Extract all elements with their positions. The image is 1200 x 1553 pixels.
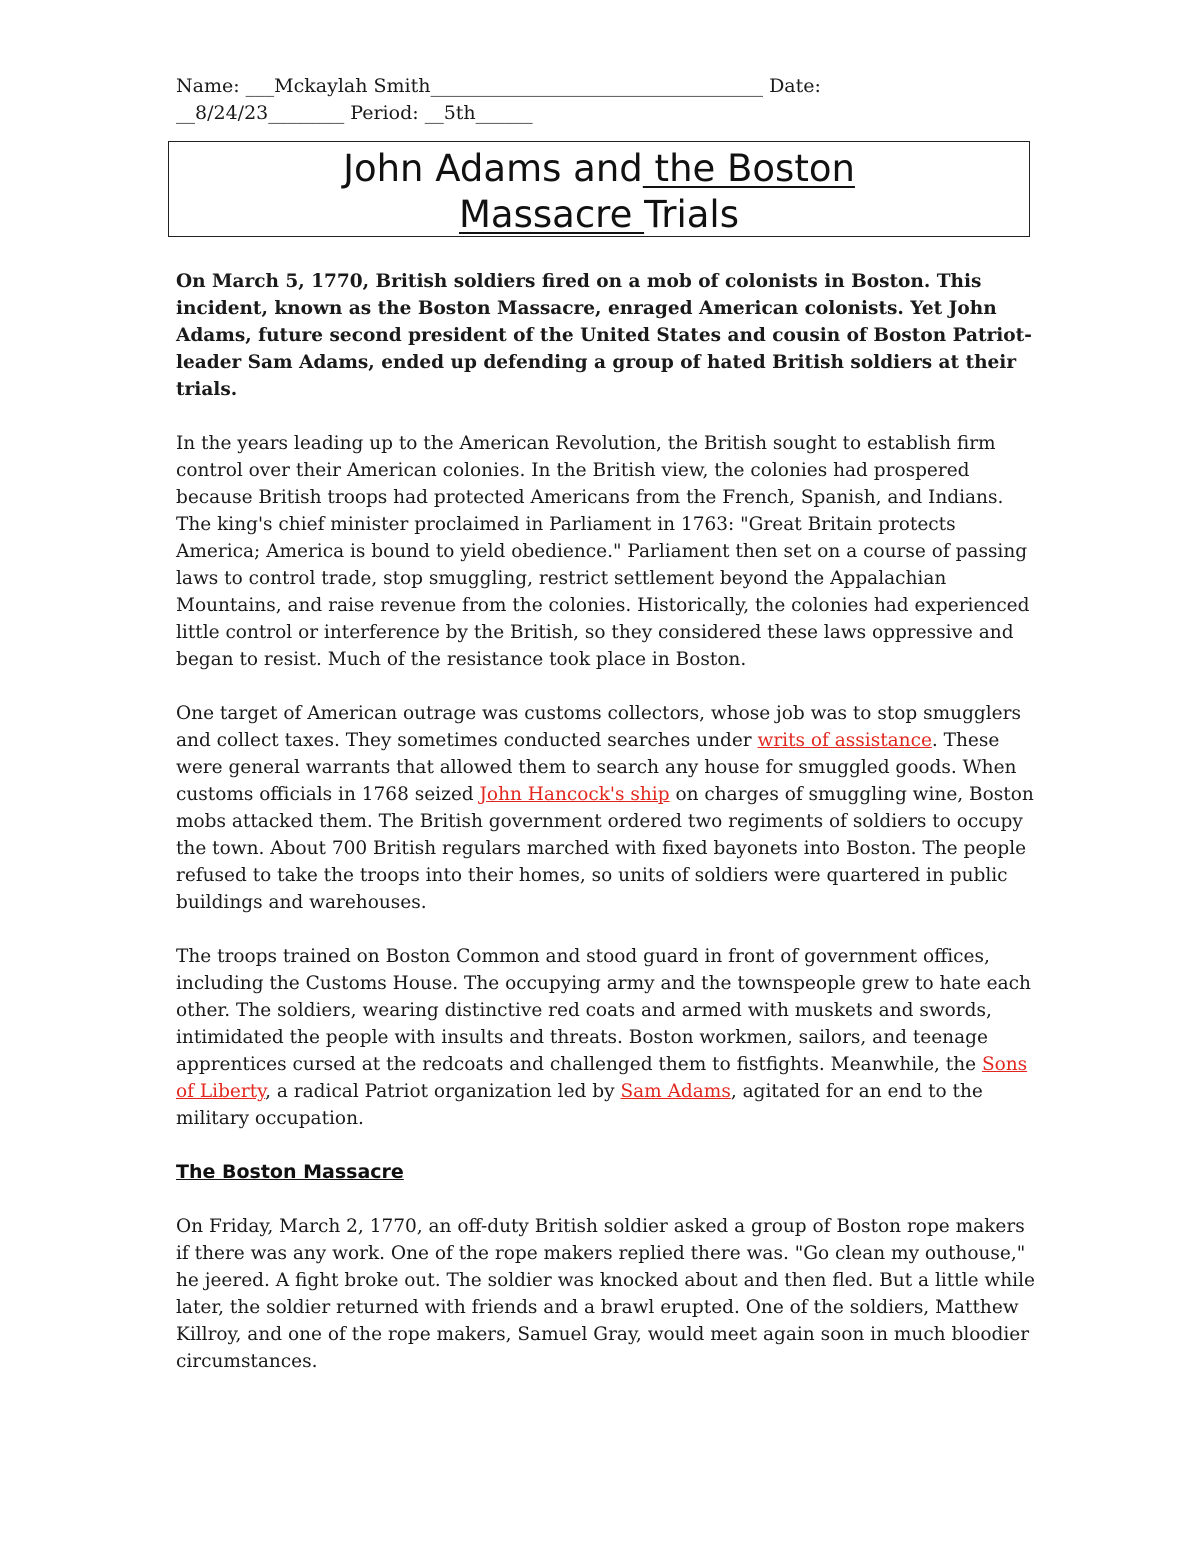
name-value: ___Mckaylah Smith___________________________________	[245, 75, 764, 97]
section-heading-boston-massacre: The Boston Massacre	[176, 1161, 404, 1183]
title-part-3: Massacre	[459, 193, 645, 236]
paragraph-3	[176, 943, 1036, 1132]
date-label: Date:	[769, 75, 821, 97]
date-value: __8/24/23________	[176, 102, 345, 124]
paragraph-4: On Friday, March 2, 1770, an off-duty British soldier asked a group of Boston rope makers if there was any work. One of the rope makers replied there was. "Go clean my outhouse," he jeered. A fight broke out. The soldier was knocked about and then fled. But a little while later, the soldier returned with friends and a brawl erupted. One of the soldiers, Matthew Killroy, and one of the rope makers, Samuel Gray, would meet again soon in much bloodier circumstances.	[176, 1216, 1035, 1372]
title-part-1: John Adams and	[343, 147, 643, 190]
header-date-period-line	[176, 100, 533, 126]
paragraph-3-text-a: The troops trained on Boston Common and stood guard in front of government offices, including the Customs House. The occupying army and the townspeople grew to hate each other. The soldiers, wearing distinctive red coats and armed with muskets and swords, intimidated the people with insults and threats. Boston workmen, sailors, and teenage apprentices cursed at the redcoats and challenged them to fistfights. Meanwhile, the	[176, 946, 1031, 1075]
document-body	[176, 268, 1036, 1402]
paragraph-2-text-c: on charges of smuggling wine, Boston mobs attacked them. The British government ordered two regiments of soldiers to occupy the town. About 700 British regulars marched with fixed bayonets into Boston. The people refused to take the troops into their homes, so units of soldiers were quartered in public buildings and warehouses.	[176, 784, 1034, 913]
period-value: __5th______	[424, 102, 533, 124]
intro-paragraph: On March 5, 1770, British soldiers fired on a mob of colonists in Boston. This incident, known as the Boston Massacre, enraged American colonists. Yet John Adams, future second president of the United States and cousin of Boston Patriot-leader Sam Adams, ended up defending a group of hated British soldiers at their trials.	[176, 271, 1032, 400]
page-title	[169, 146, 1029, 238]
name-label: Name:	[176, 75, 240, 97]
paragraph-2-text-a: One target of American outrage was customs collectors, whose job was to stop smugglers and collect taxes. They sometimes conducted searches under	[176, 703, 1021, 751]
title-part-2: the Boston	[642, 147, 855, 190]
period-label: Period:	[350, 102, 419, 124]
sam-adams-link[interactable]: Sam Adams	[620, 1081, 731, 1102]
writs-of-assistance-link[interactable]: writs of assistance	[757, 730, 932, 751]
sons-of-liberty-link[interactable]: Sons of Liberty	[176, 1054, 1028, 1102]
paragraph-3-text-b: , a radical Patriot organization led by	[265, 1081, 621, 1102]
john-hancocks-ship-link[interactable]: John Hancock's ship	[479, 784, 670, 805]
header-name-date-line	[176, 73, 821, 99]
paragraph-2-text-b: . These were general warrants that allowed them to search any house for smuggled goods. When customs officials in 1768 seized	[176, 730, 1017, 805]
title-box	[168, 141, 1030, 237]
paragraph-1: In the years leading up to the American Revolution, the British sought to establish firm control over their American colonies. In the British view, the colonies had prospered because British troops had protected Americans from the French, Spanish, and Indians. The king's chief minister proclaimed in Parliament in 1763: "Great Britain protects America; America is bound to yield obedience." Parliament then set on a course of passing laws to control trade, stop smuggling, restrict settlement beyond the Appalachian Mountains, and raise revenue from the colonies. Historically, the colonies had experienced little control or interference by the British, so they considered these laws oppressive and began to resist. Much of the resistance took place in Boston.	[176, 433, 1030, 670]
title-part-4: Trials	[644, 193, 739, 236]
paragraph-3-text-c: , agitated for an end to the military occupation.	[176, 1081, 983, 1129]
paragraph-2	[176, 700, 1036, 916]
